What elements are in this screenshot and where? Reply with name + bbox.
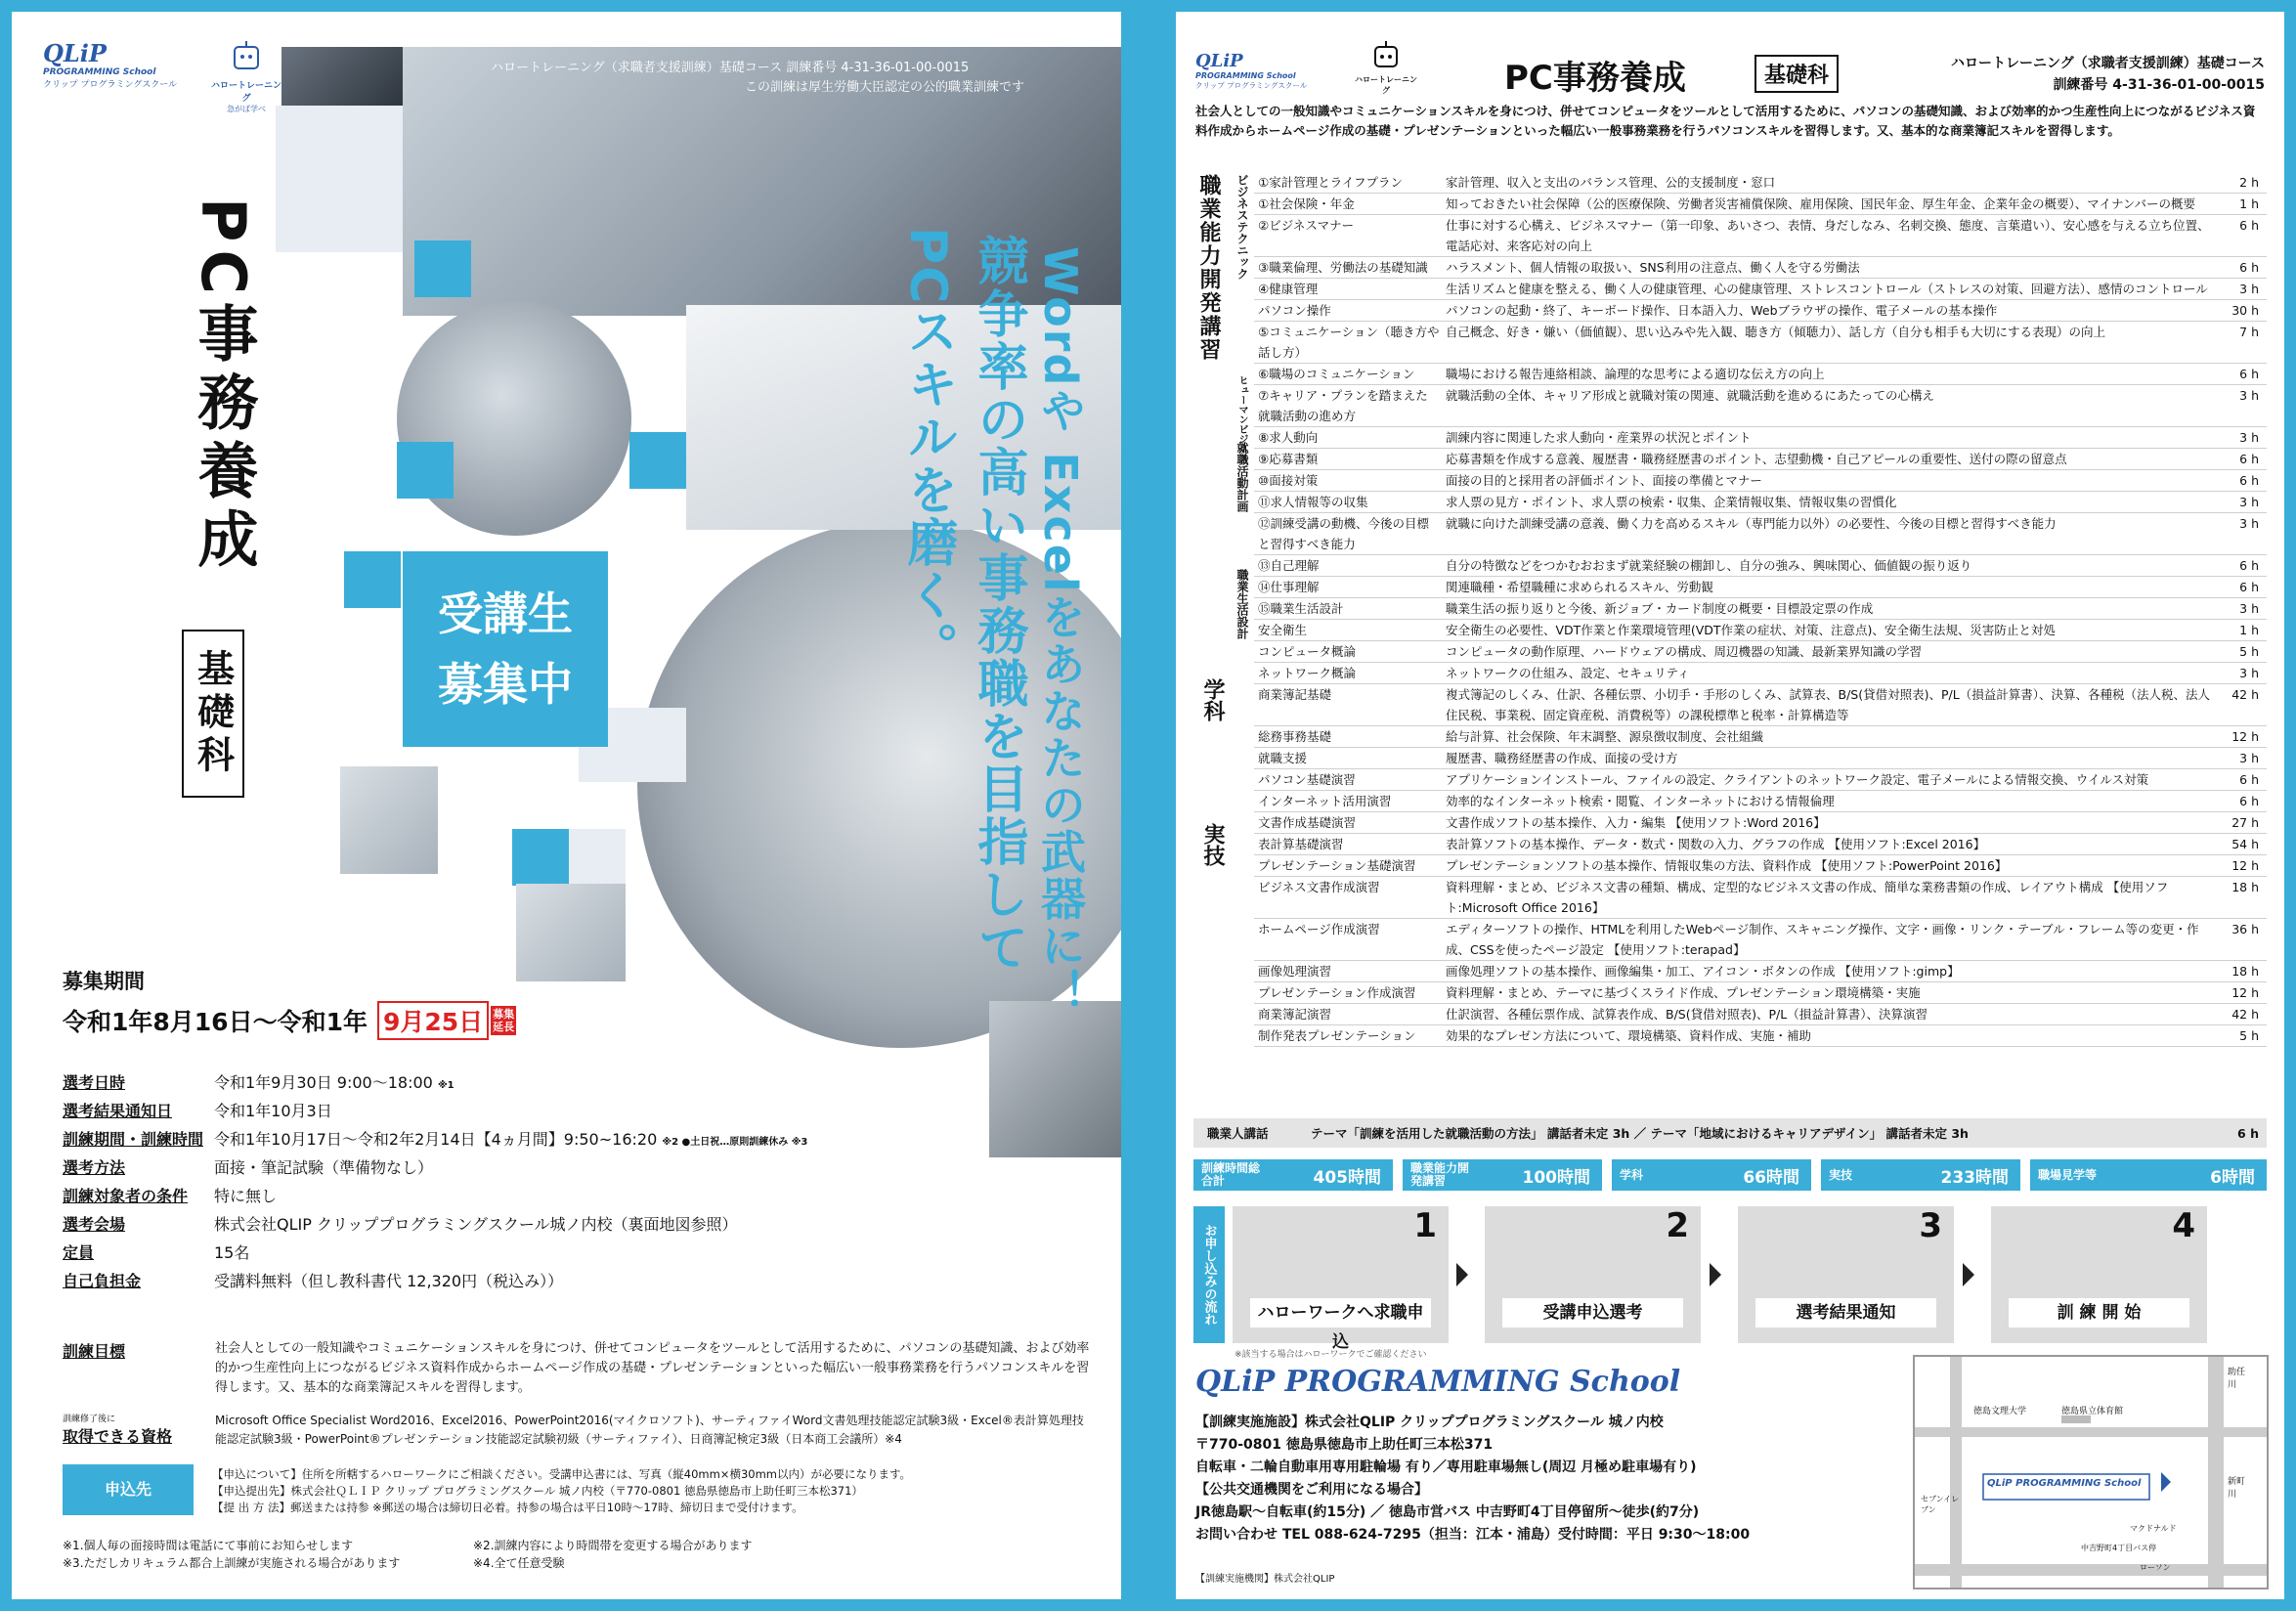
info-key: 自己負担金 xyxy=(63,1272,142,1290)
subtitle-box: 基礎科 xyxy=(182,630,244,798)
flow-note: ※該当する場合はハローワークでご確認ください xyxy=(1235,1350,1427,1360)
qualification-text: Microsoft Office Specialist Word2016、Excel2016、PowerPoint2016(マイクロソフト)、サーティファイWord文書処理技能認定試験3級・Excel®表計算処理技能認定試験3級・PowerPoint®プレゼンテーション技能認定試験初級（サーティファイ）、日商簿記検定3級（日本商工会議所）※4 xyxy=(215,1414,1084,1446)
subject-name: コンピュータ概論 xyxy=(1258,644,1357,659)
map-label: 新町川 xyxy=(2228,1477,2246,1500)
map-label: 中吉野町4丁目バス停 xyxy=(2081,1544,2157,1552)
curriculum-row xyxy=(1254,919,2267,961)
subject-name: ②ビジネスマナー xyxy=(1258,218,1355,233)
qualification-label: 訓練修了後に 取得できる資格 xyxy=(63,1415,173,1446)
subject-name: インターネット活用演習 xyxy=(1258,794,1392,808)
curriculum-row xyxy=(1254,791,2267,812)
subject-desc: 生活リズムと健康を整える、働く人の健康管理、心の健康管理、ストレスコントロール（ストレスの対策、回避方法）、感情のコントロール xyxy=(1446,282,2208,296)
curriculum-row xyxy=(1254,877,2267,919)
subject-desc: 職業生活の振り返りと今後、新ジョブ・カード制度の概要・目標設定票の作成 xyxy=(1446,601,1874,616)
subject-name: ⑪求人情報等の収集 xyxy=(1258,495,1368,509)
curriculum-row xyxy=(1254,726,2267,748)
subject-desc: 就職活動の全体、キャリア形成と就職対策の関連、就職活動を進めるにあたっての心構え xyxy=(1446,388,1935,403)
subject-desc: 訓練内容に関連した求人動向・産業界の状況とポイント xyxy=(1446,430,1752,445)
subject-name: ビジネス文書作成演習 xyxy=(1258,880,1380,894)
application-flow xyxy=(1233,1206,2269,1352)
photo-meeting-small xyxy=(516,884,626,981)
info-value: 15名 xyxy=(214,1243,250,1262)
subject-name: ⑦キャリア・プランを踏まえた就職活動の進め方 xyxy=(1258,388,1428,423)
subject-name: プレゼンテーション作成演習 xyxy=(1258,985,1416,1000)
subject-hours: 1 h xyxy=(2239,623,2259,637)
subject-name: パソコン基礎演習 xyxy=(1258,772,1356,787)
subject-desc: 仕訳演習、各種伝票作成、試算表作成、B/S(貸借対照表)、P/L（損益計算書）、決算演習 xyxy=(1446,1007,1928,1022)
arrow-right-icon xyxy=(1963,1263,1974,1286)
subject-name: ネットワーク概論 xyxy=(1258,666,1357,680)
subject-hours: 3 h xyxy=(2239,282,2259,296)
subject-hours: 6 h xyxy=(2239,473,2259,488)
subject-hours: 7 h xyxy=(2239,325,2259,339)
subject-hours: 18 h xyxy=(2231,880,2259,894)
photo-team-circle xyxy=(397,301,631,536)
subject-name: ⑬自己理解 xyxy=(1258,558,1320,573)
info-row xyxy=(63,1096,1089,1124)
subject-desc: 画像処理ソフトの基本操作、画像編集・加工、アイコン・ボタンの作成 【使用ソフト:gimp】 xyxy=(1446,964,1960,979)
period-line: 令和1年8月16日～令和1年 9月25日 募集延長 xyxy=(63,1001,516,1040)
flow-step-1: 1 ハローワークへ求職申込 xyxy=(1233,1206,1449,1343)
section-business: ビジネステクニック xyxy=(1235,174,1249,280)
subject-desc: 効果的なプレゼン方法について、環境構築、資料作成、実施・補助 xyxy=(1446,1028,1812,1043)
subject-desc: 就職に向けた訓練受講の意義、働く力を高めるスキル（専門能力以外）の必要性、今後の目標と習得すべき能力 xyxy=(1446,516,2057,531)
subject-hours: 30 h xyxy=(2231,303,2259,318)
flow-step-3: 3 選考結果通知 xyxy=(1738,1206,1954,1343)
curriculum-table xyxy=(1254,172,2267,1047)
curriculum-row xyxy=(1254,684,2267,726)
subtitle-box: 基礎科 xyxy=(1754,55,1839,93)
qlip-logo: QLiP PROGRAMMING School クリップ プログラミングスクール xyxy=(43,39,178,90)
hello-training-logo: ハロートレーニング xyxy=(1352,41,1420,96)
subject-desc: 仕事に対する心構え、ビジネスマナー（第一印象、あいさつ、表情、身だしなみ、名刺交換、態度、言葉遣い）、安心感を与える立ち位置、電話応対、来客応対の向上 xyxy=(1446,218,2210,253)
subject-name: 総務事務基礎 xyxy=(1258,729,1332,744)
subject-name: ⑤コミュニケーション（聴き方や話し方） xyxy=(1258,325,1440,360)
deco-square xyxy=(276,106,403,252)
subject-name: 商業簿記基礎 xyxy=(1258,687,1332,702)
curriculum-row xyxy=(1254,1025,2267,1047)
subject-desc: 効率的なインターネット検索・閲覧、インターネットにおける情報倫理 xyxy=(1446,794,1835,808)
curriculum-row xyxy=(1254,961,2267,982)
info-row xyxy=(63,1181,1089,1209)
section-kouza: 職業能力開発講習 xyxy=(1196,174,1221,362)
flyer-front xyxy=(12,12,1121,1599)
subject-hours: 36 h xyxy=(2231,922,2259,936)
goal-label: 訓練目標 xyxy=(63,1342,126,1361)
curriculum-row xyxy=(1254,748,2267,769)
subject-desc: 面接の目的と採用者の評価ポイント、面接の準備とマナー xyxy=(1446,473,1762,488)
section-jobhunt: 就職活動計画 xyxy=(1235,442,1249,512)
subject-name: 表計算基礎演習 xyxy=(1258,837,1344,851)
info-value: 特に無し xyxy=(214,1187,278,1205)
extension-badge: 募集延長 xyxy=(493,1008,515,1033)
deco-square xyxy=(512,829,569,886)
curriculum-row xyxy=(1254,279,2267,300)
subject-desc: 知っておきたい社会保障（公的医療保険、労働者災害補償保険、雇用保険、国民年金、厚生年金、企業年金の概要）、マイナンバーの概要 xyxy=(1446,196,2196,211)
curriculum-row xyxy=(1254,492,2267,513)
flow-step-2: 2 受講申込選考 xyxy=(1485,1206,1701,1343)
subject-hours: 2 h xyxy=(2239,175,2259,190)
catch-copy-2: 競争率の高い事務職を目指して xyxy=(969,235,1027,974)
subject-hours: 6 h xyxy=(2239,580,2259,594)
info-key: 選考方法 xyxy=(63,1158,126,1177)
curriculum-row xyxy=(1254,385,2267,427)
subject-hours: 3 h xyxy=(2239,666,2259,680)
footer-note: 【訓練実施機関】株式会社QLIP xyxy=(1195,1574,1335,1585)
subject-desc: 家計管理、収入と支出のバランス管理、公的支援制度・窓口 xyxy=(1446,175,1776,190)
map-label: 助任川 xyxy=(2228,1368,2246,1390)
subject-name: 安全衛生 xyxy=(1258,623,1308,637)
subject-hours: 27 h xyxy=(2231,815,2259,830)
curriculum-row xyxy=(1254,172,2267,194)
subject-desc: 自己概念、好き・嫌い（価値観）、思い込みや先入観、聴き方（傾聴力）、話し方（自分も相手も大切にする表現）の向上 xyxy=(1446,325,2106,339)
subject-desc: 応募書類を作成する意義、履歴書・職務経歴書のポイント、志望動機・自己アピールの重要性、送付の際の留意点 xyxy=(1446,452,2067,466)
certification-note: この訓練は厚生労働大臣認定の公的職業訓練です xyxy=(745,80,1025,95)
info-value: 面接・筆記試験（準備物なし） xyxy=(214,1158,434,1177)
curriculum-row xyxy=(1254,427,2267,449)
flow-step-4: 4 訓 練 開 始 xyxy=(1991,1206,2207,1343)
curriculum-row xyxy=(1254,769,2267,791)
total-gakka: 学科 66時間 xyxy=(1612,1159,1811,1191)
curriculum-row xyxy=(1254,982,2267,1004)
subject-name: 文書作成基礎演習 xyxy=(1258,815,1357,830)
subject-name: ⑧求人動向 xyxy=(1258,430,1319,445)
map-label: セブンイレブン xyxy=(1921,1495,1960,1514)
map-label: ローソン xyxy=(2140,1563,2171,1572)
subject-hours: 3 h xyxy=(2239,388,2259,403)
recruiting-badge: 受講生 募集中 xyxy=(403,551,608,747)
goal-text: 社会人としての一般知識やコミュニケーションスキルを身につけ、併せてコンピュータをツールとして活用するために、パソコンの基礎知識、および効率的かつ生産性向上につながるビジネス資料作成からホームページ作成の基礎・プレゼンテーションといった幅広い一般事務業務を行うパソコンスキルを習得します。又、基本的な商業簿記スキルを習得します。 xyxy=(215,1341,1090,1395)
info-row xyxy=(63,1238,1089,1266)
subject-hours: 3 h xyxy=(2239,601,2259,616)
subject-desc: 資料理解・まとめ、テーマに基づくスライド作成、プレゼンテーション環境構築・実施 xyxy=(1446,985,1921,1000)
subject-hours: 3 h xyxy=(2239,516,2259,531)
curriculum-row xyxy=(1254,620,2267,641)
subject-name: ⑮職業生活設計 xyxy=(1258,601,1344,616)
subject-desc: 給与計算、社会保険、年末調整、源泉徴収制度、会社組織 xyxy=(1446,729,1764,744)
apply-details: 【申込について】住所を所轄するハローワークにご相談ください。受講申込書には、写真（縦40mm×横30mm以内）が必要になります。 【申込提出先】株式会社ＱＬＩＰ クリップ プログラミングスクール 城ノ内校（〒770-0801 徳島県徳島市上助任町三本松371） 【提 出 方 法】郵送または持参 ※郵送の場合は締切日必着。持参の場合は平日10時～17時、締切日まで受付けます。 xyxy=(212,1467,912,1514)
subject-desc: 職場における報告連絡相談、論理的な思考による適切な伝え方の向上 xyxy=(1446,367,1825,381)
curriculum-row xyxy=(1254,364,2267,385)
info-table xyxy=(63,1067,1089,1294)
subject-hours: 18 h xyxy=(2231,964,2259,979)
subject-hours: 42 h xyxy=(2231,1007,2259,1022)
course-header: ハロートレーニング（求職者支援訓練）基礎コース 訓練番号 4-31-36-01-00-0015 xyxy=(491,61,970,75)
apply-label: 申込先 xyxy=(63,1464,194,1515)
total-tour: 職場見学等 6時間 xyxy=(2030,1159,2267,1191)
period-title: 募集期間 xyxy=(63,970,145,993)
curriculum-row xyxy=(1254,300,2267,322)
subject-name: ①社会保険・年金 xyxy=(1258,196,1355,211)
curriculum-row xyxy=(1254,598,2267,620)
subject-desc: プレゼンテーションソフトの基本操作、情報収集の方法、資料作成 【使用ソフト:PowerPoint 2016】 xyxy=(1446,858,2008,873)
subject-hours: 1 h xyxy=(2239,196,2259,211)
subject-desc: 文書作成ソフトの基本操作、入力・編集 【使用ソフト:Word 2016】 xyxy=(1446,815,1826,830)
section-human: ヒューマンビジネス xyxy=(1236,375,1247,463)
subject-name: ③職業倫理、労働法の基礎知識 xyxy=(1258,260,1428,275)
subject-name: ①家計管理とライフプラン xyxy=(1258,175,1403,190)
info-key: 定員 xyxy=(63,1243,95,1262)
curriculum-row xyxy=(1254,257,2267,279)
curriculum-row xyxy=(1254,663,2267,684)
subject-hours: 5 h xyxy=(2239,1028,2259,1043)
mascot-icon xyxy=(1369,41,1403,70)
photo-hands xyxy=(282,47,409,106)
subject-desc: アプリケーションインストール、ファイルの設定、クライアントのネットワーク設定、電子メールによる情報交換、ウイルス対策 xyxy=(1446,772,2149,787)
curriculum-row xyxy=(1254,1004,2267,1025)
info-key: 選考会場 xyxy=(63,1215,126,1234)
subject-name: 制作発表プレゼンテーション xyxy=(1258,1028,1416,1043)
subject-desc: パソコンの起動・終了、キーボード操作、日本語入力、Webブラウザの操作、電子メールの基本操作 xyxy=(1446,303,1998,318)
subject-name: ④健康管理 xyxy=(1258,282,1319,296)
hello-training-logo: ハロートレーニング 急がば学べ xyxy=(207,39,285,114)
curriculum-row xyxy=(1254,812,2267,834)
flyer-back xyxy=(1176,12,2284,1599)
arrow-right-icon xyxy=(1456,1263,1468,1286)
footnotes: ※1.個人毎の面接時間は電話にて事前にお知らせします ※2.訓練内容により時間帯を変更する場合があります ※3.ただしカリキュラム都合上訓練が実施される場合があります ※4.全て任意受験 xyxy=(63,1539,753,1570)
info-row xyxy=(63,1124,1089,1153)
catch-copy-1: Wordや Excelをあなたの武器に！ xyxy=(1034,246,1087,1017)
section-gakka: 学科 xyxy=(1200,678,1225,721)
subject-name: ⑥職場のコミュニケーション xyxy=(1258,367,1415,381)
subject-name: ⑭仕事理解 xyxy=(1258,580,1320,594)
curriculum-row xyxy=(1254,555,2267,577)
subject-hours: 6 h xyxy=(2239,218,2259,233)
school-logo: QLiP PROGRAMMING School xyxy=(1195,1365,1681,1399)
info-value: 受講料無料（但し教科書代 12,320円（税込み）） xyxy=(214,1272,564,1290)
curriculum-row xyxy=(1254,577,2267,598)
subject-name: ホームページ作成演習 xyxy=(1258,922,1380,936)
total-jitsugi: 実技 233時間 xyxy=(1821,1159,2020,1191)
course-header: ハロートレーニング（求職者支援訓練）基礎コース 訓練番号 4-31-36-01-00-0015 xyxy=(1950,56,2265,93)
access-map xyxy=(1913,1355,2269,1589)
curriculum-row xyxy=(1254,215,2267,257)
subject-desc: ハラスメント、個人情報の取扱い、SNS利用の注意点、働く人を守る労働法 xyxy=(1446,260,1860,275)
deco-square xyxy=(569,829,626,886)
photo-office-small xyxy=(340,766,438,874)
info-key: 選考結果通知日 xyxy=(63,1102,173,1120)
deco-square xyxy=(629,432,686,489)
subject-hours: 3 h xyxy=(2239,751,2259,765)
info-key: 訓練期間・訓練時間 xyxy=(63,1130,204,1149)
curriculum-row xyxy=(1254,470,2267,492)
catch-copy-3: PCスキルを磨く。 xyxy=(898,227,957,675)
map-label: マクドナルド xyxy=(2130,1524,2177,1533)
deco-square xyxy=(344,551,401,608)
subject-name: 就職支援 xyxy=(1258,751,1308,765)
intro-text: 社会人としての一般知識やコミュニケーションスキルを身につけ、併せてコンピュータをツールとして活用するために、パソコンの基礎知識、および効率的かつ生産性向上につながるビジネス資料作成からホームページ作成の基礎・プレゼンテーションといった幅広い一般事務業務を行うパソコンスキルを習得します。又、基本的な商業簿記スキルを習得します。 xyxy=(1195,104,2256,138)
flow-label: お申し込みの流れ xyxy=(1193,1206,1225,1343)
curriculum-row xyxy=(1254,322,2267,364)
subject-desc: エディターソフトの操作、HTMLを利用したWebページ制作、スキャニング操作、文字・画像・リンク・テーブル・フレーム等の変更・作成、CSSを使ったページ設定 【使用ソフト:terapad】 xyxy=(1446,922,2199,957)
subject-name: ⑫訓練受講の動機、今後の目標と習得すべき能力 xyxy=(1258,516,1430,551)
subject-hours: 6 h xyxy=(2239,558,2259,573)
subject-desc: 複式簿記のしくみ、仕訳、各種伝票、小切手・手形のしくみ、試算表、B/S(貸借対照表)、P/L（損益計算書）、決算、各種税（法人税、法人住民税、事業税、固定資産税、消費税等）の課税標準と税率・計算構造等 xyxy=(1446,687,2210,722)
subject-hours: 3 h xyxy=(2239,495,2259,509)
subject-name: 商業簿記演習 xyxy=(1258,1007,1332,1022)
info-value: 令和1年9月30日 9:00～18:00 ※1 xyxy=(214,1073,455,1092)
deco-square xyxy=(414,240,471,297)
main-title: PC事務養成 xyxy=(188,197,259,576)
subject-desc: 履歴書、職務経歴書の作成、面接の受け方 xyxy=(1446,751,1678,765)
mascot-icon xyxy=(227,39,266,74)
curriculum-row xyxy=(1254,641,2267,663)
lecture-row: 職業人講話 テーマ「訓練を活用した就職活動の方法」 講話者未定 3h ／ テーマ「地域におけるキャリアデザイン」 講話者未定 3h 6 h xyxy=(1193,1118,2267,1148)
info-value: 令和1年10月3日 xyxy=(214,1102,332,1120)
curriculum-row xyxy=(1254,855,2267,877)
curriculum-row xyxy=(1254,194,2267,215)
school-info: 【訓練実施施設】株式会社QLIP クリッププログラミングスクール 城ノ内校 〒770-0801 徳島県徳島市上助任町三本松371 自転車・二輪自動車用専用駐輪場 有り／専用駐車場無し(周辺 月極め駐車場有り) 【公共交通機関をご利用になる場合】 JR徳島駅～自転車(約15分) ／ 徳島市営バス 中吉野町4丁目停留所～徒歩(約7分) お問い合わせ TEL 088-624-7295（担当：江本・浦島）受付時間：平日 9:30～18:00 xyxy=(1195,1415,1751,1543)
info-row xyxy=(63,1067,1089,1096)
subject-name: ⑨応募書類 xyxy=(1258,452,1319,466)
subject-hours: 6 h xyxy=(2239,260,2259,275)
subject-name: 画像処理演習 xyxy=(1258,964,1332,979)
info-row xyxy=(63,1153,1089,1181)
info-row xyxy=(63,1266,1089,1294)
total-kouza: 職業能力開発講習 100時間 xyxy=(1403,1159,1602,1191)
subject-desc: 自分の特徴などをつかむおおまず就業経験の棚卸し、自分の強み、興味関心、価値観の振り返り xyxy=(1446,558,1972,573)
map-label: 徳島県立体育館 xyxy=(2061,1407,2124,1416)
totals-bar xyxy=(1193,1159,2267,1191)
subject-hours: 6 h xyxy=(2239,772,2259,787)
subject-hours: 12 h xyxy=(2231,985,2259,1000)
curriculum-row xyxy=(1254,834,2267,855)
subject-hours: 6 h xyxy=(2239,452,2259,466)
section-jitsugi: 実技 xyxy=(1200,823,1225,866)
curriculum-row xyxy=(1254,449,2267,470)
subject-hours: 54 h xyxy=(2231,837,2259,851)
subject-desc: 表計算ソフトの基本操作、データ・数式・関数の入力、グラフの作成 【使用ソフト:Excel 2016】 xyxy=(1446,837,1986,851)
info-row xyxy=(63,1209,1089,1238)
info-value: 令和1年10月17日～令和2年2月14日【4ヵ月間】9:50~16:20 ※2 ●土日祝…原則訓練休み ※3 xyxy=(214,1130,808,1149)
qlip-logo: QLiP PROGRAMMING School クリップ プログラミングスクール xyxy=(1195,51,1308,90)
subject-desc: コンピュータの動作原理、ハードウェアの構成、周辺機器の知識、最新業界知識の学習 xyxy=(1446,644,1923,659)
total-all: 訓練時間総合計 405時間 xyxy=(1193,1159,1393,1191)
period-end-date: 9月25日 xyxy=(377,1001,489,1040)
subject-desc: 関連職種・希望職種に求められるスキル、労動観 xyxy=(1446,580,1713,594)
arrow-right-icon xyxy=(1710,1263,1721,1286)
subject-hours: 5 h xyxy=(2239,644,2259,659)
subject-hours: 12 h xyxy=(2231,858,2259,873)
subject-desc: ネットワークの仕組み、設定、セキュリティ xyxy=(1446,666,1690,680)
subject-hours: 12 h xyxy=(2231,729,2259,744)
page-title: PC事務養成 xyxy=(1504,59,1686,98)
subject-name: プレゼンテーション基礎演習 xyxy=(1258,858,1416,873)
subject-name: パソコン操作 xyxy=(1258,303,1331,318)
subject-desc: 求人票の見方・ポイント、求人票の検索・収集、企業情報収集、情報収集の習慣化 xyxy=(1446,495,1897,509)
info-key: 訓練対象者の条件 xyxy=(63,1187,189,1205)
subject-hours: 6 h xyxy=(2239,794,2259,808)
section-career: 職業生活設計 xyxy=(1235,569,1249,639)
subject-name: ⑩面接対策 xyxy=(1258,473,1319,488)
info-key: 選考日時 xyxy=(63,1073,126,1092)
subject-hours: 6 h xyxy=(2239,367,2259,381)
subject-desc: 資料理解・まとめ、ビジネス文書の種類、構成、定型的なビジネス文書の作成、簡単な業務書類の作成、レイアウト構成 【使用ソフト:Microsoft Office 2016】 xyxy=(1446,880,2169,915)
subject-hours: 42 h xyxy=(2231,687,2259,702)
map-school-label: QLiP PROGRAMMING School xyxy=(1987,1478,2142,1489)
subject-hours: 3 h xyxy=(2239,430,2259,445)
subject-desc: 安全衛生の必要性、VDT作業と作業環境管理(VDT作業の症状、対策、注意点)、安全衛生法規、災害防止と対処 xyxy=(1446,623,2056,637)
curriculum-row xyxy=(1254,513,2267,555)
deco-square xyxy=(397,442,454,499)
info-value: 株式会社QLIP クリッププログラミングスクール城ノ内校（裏面地図参照） xyxy=(214,1215,738,1234)
map-label: 徳島文理大学 xyxy=(1973,1407,2027,1416)
